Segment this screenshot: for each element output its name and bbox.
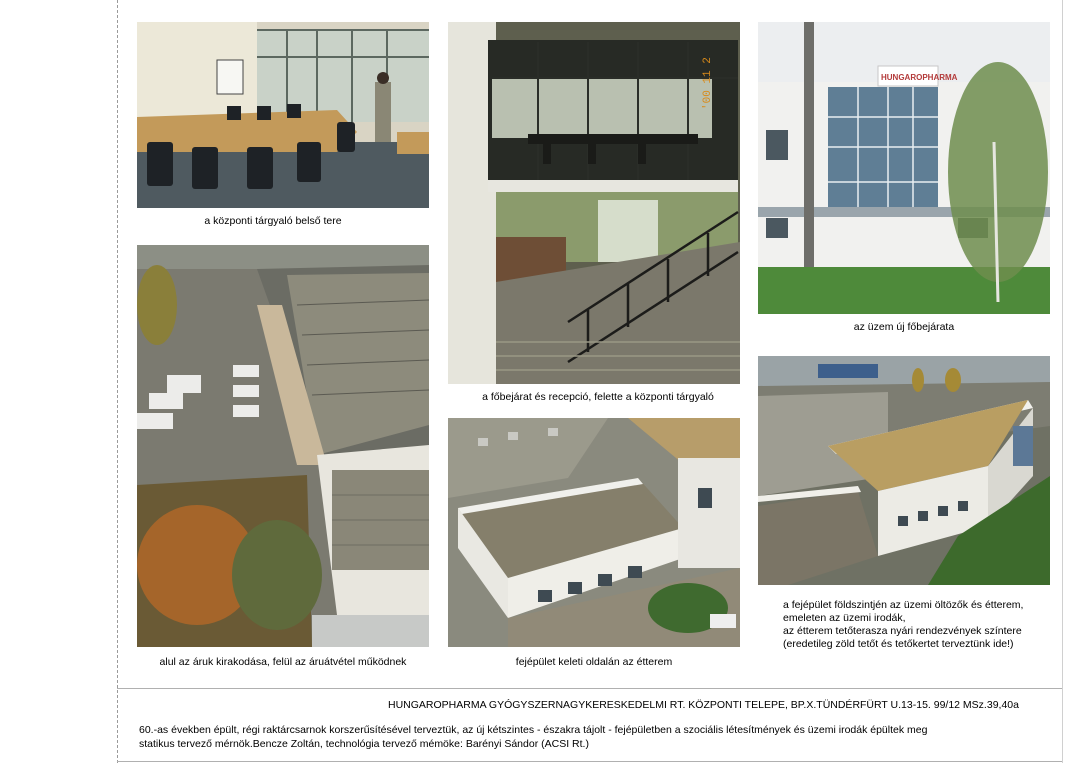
building-sign-text: HUNGAROPHARMA: [881, 73, 958, 82]
caption-head-building-line-4: (eredetileg zöld tetőt és tetőkertet terveztünk ide!): [783, 638, 1014, 650]
footer-description-line-2: statikus tervező mérnök.Bencze Zoltán, technológia tervező mémöke: Barényi Sándor (ACSI Rt.): [139, 738, 589, 750]
caption-goods-unloading: alul az áruk kirakodása, felül az áruátvétel működnek: [159, 656, 407, 668]
left-margin-line: [117, 0, 118, 763]
caption-east-side-restaurant: fejépület keleti oldalán az étterem: [515, 656, 673, 668]
photo-meeting-room: [137, 22, 429, 208]
caption-head-building: [783, 599, 1053, 651]
bottom-margin-line: [117, 761, 1062, 762]
photo-east-side-restaurant: [448, 418, 740, 647]
right-margin-line: [1062, 0, 1063, 763]
photo-entrance-reception: [448, 22, 740, 384]
photo-head-building: [758, 356, 1050, 585]
caption-meeting-room: a központi tárgyaló belső tere: [204, 215, 342, 227]
footer-title: HUNGAROPHARMA GYÓGYSZERNAGYKERESKEDELMI RT. KÖZPONTI TELEPE, BP.X.TÜNDÉRFÜRT U.13-15. 99/12 MSz.39,40a: [388, 699, 1019, 711]
photo-goods-unloading: [137, 245, 429, 647]
caption-head-building-line-1: a fejépület földszintjén az üzemi öltözők és étterem,: [783, 599, 1024, 611]
caption-new-main-entrance: az üzem új főbejárata: [853, 321, 955, 333]
photo-new-main-entrance: [758, 22, 1050, 314]
footer-description-line-1: 60.-as években épült, régi raktárcsarnok korszerűsítésével terveztük, az új kétszintes - északra tájolt - fejépületben a szociális létesítmények és üzemi irodák épültek meg: [139, 724, 928, 736]
photo-date-stamp: '00 11 2: [702, 57, 714, 110]
caption-head-building-line-2: emeleten az üzemi irodák,: [783, 612, 906, 624]
caption-head-building-line-3: az étterem tetőterasza nyári rendezvények színtere: [783, 625, 1022, 637]
caption-entrance-reception: a főbejárat és recepció, felette a központi tárgyaló: [482, 391, 714, 403]
footer-description: [139, 723, 927, 751]
footer-divider: [117, 688, 1062, 689]
